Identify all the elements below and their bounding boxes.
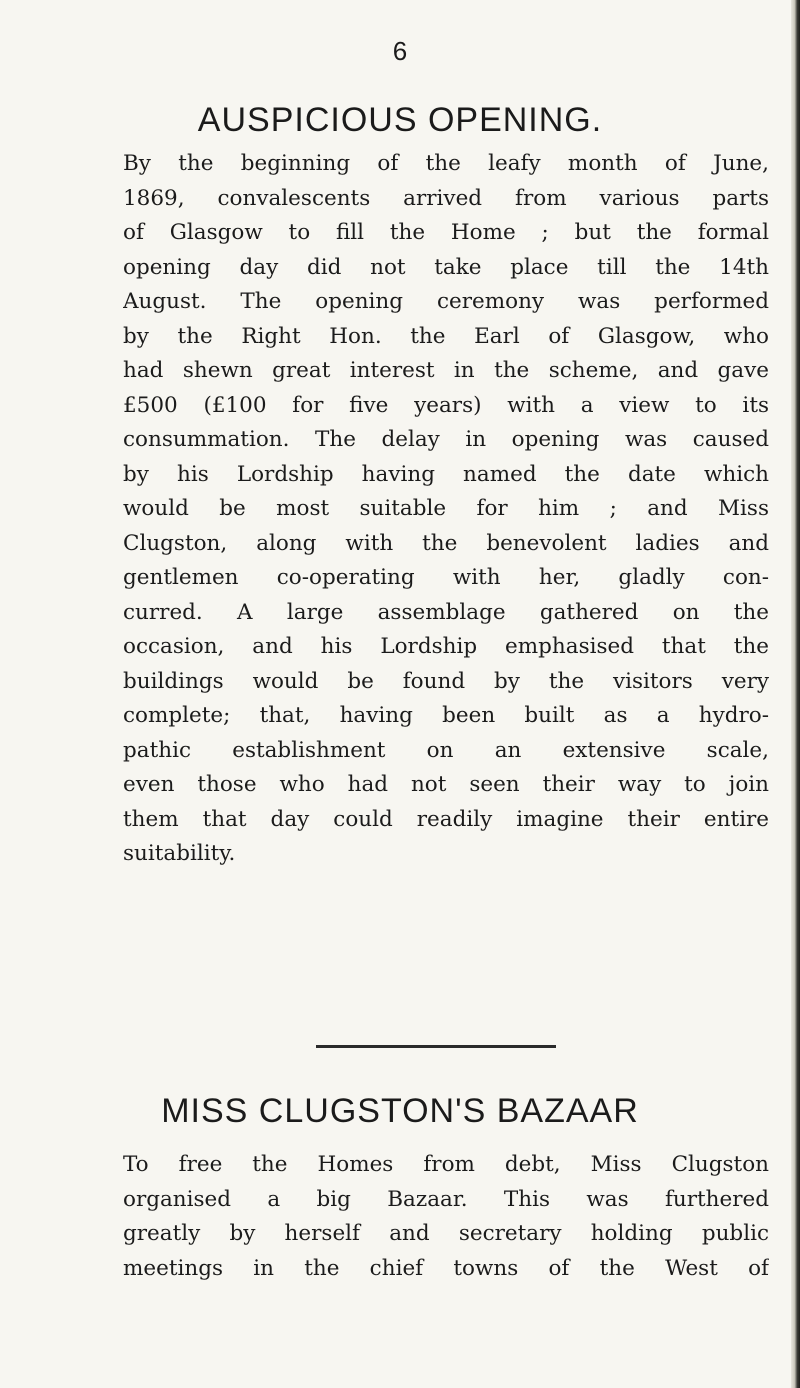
text-line: complete; that, having been built as a hydro-: [123, 703, 769, 728]
page-number: 6: [392, 36, 408, 66]
text-line: curred. A large assemblage gathered on the: [123, 599, 769, 625]
text-line: had shewn great interest in the scheme, and gave: [123, 358, 769, 383]
text-line: To free the Homes from debt, Miss Clugston: [123, 1152, 769, 1177]
text-line: by his Lordship having named the date which: [123, 461, 769, 487]
text-line: would be most suitable for him ; and Miss: [123, 496, 769, 521]
text-line: 1869, convalescents arrived from various parts: [123, 185, 769, 211]
paragraph-miss-clugstons-bazaar: [123, 1148, 769, 1286]
text-line: opening day did not take place till the 14th: [123, 254, 769, 280]
text-line: even those who had not seen their way to join: [123, 772, 769, 797]
text-line: organised a big Bazaar. This was furthered: [123, 1186, 769, 1212]
section-heading-auspicious-opening: AUSPICIOUS OPENING.: [197, 101, 603, 139]
section-divider-rule: [316, 1045, 556, 1048]
text-line: By the beginning of the leafy month of June,: [123, 151, 769, 176]
text-line: occasion, and his Lordship emphasised that the: [123, 634, 769, 659]
text-line: of Glasgow to fill the Home ; but the formal: [123, 220, 769, 245]
text-line: meetings in the chief towns of the West of: [123, 1255, 769, 1281]
text-line: them that day could readily imagine their entire: [123, 806, 769, 832]
text-line: Clugston, along with the benevolent ladies and: [123, 530, 769, 556]
text-line: buildings would be found by the visitors very: [123, 668, 769, 694]
text-line: gentlemen co-operating with her, gladly con-: [123, 565, 769, 590]
paragraph-auspicious-opening: [123, 147, 769, 872]
text-line: August. The opening ceremony was performed: [123, 289, 769, 314]
text-line: £500 (£100 for five years) with a view to its: [123, 392, 769, 418]
page-edge-shadow: [791, 0, 800, 1388]
text-line: suitability.: [123, 841, 236, 866]
section-heading-miss-clugstons-bazaar: MISS CLUGSTON'S BAZAAR: [161, 1092, 639, 1130]
text-line: pathic establishment on an extensive scale,: [123, 737, 769, 763]
text-line: consummation. The delay in opening was caused: [123, 427, 769, 452]
text-line: by the Right Hon. the Earl of Glasgow, who: [123, 323, 769, 349]
text-line: greatly by herself and secretary holding public: [123, 1221, 769, 1246]
